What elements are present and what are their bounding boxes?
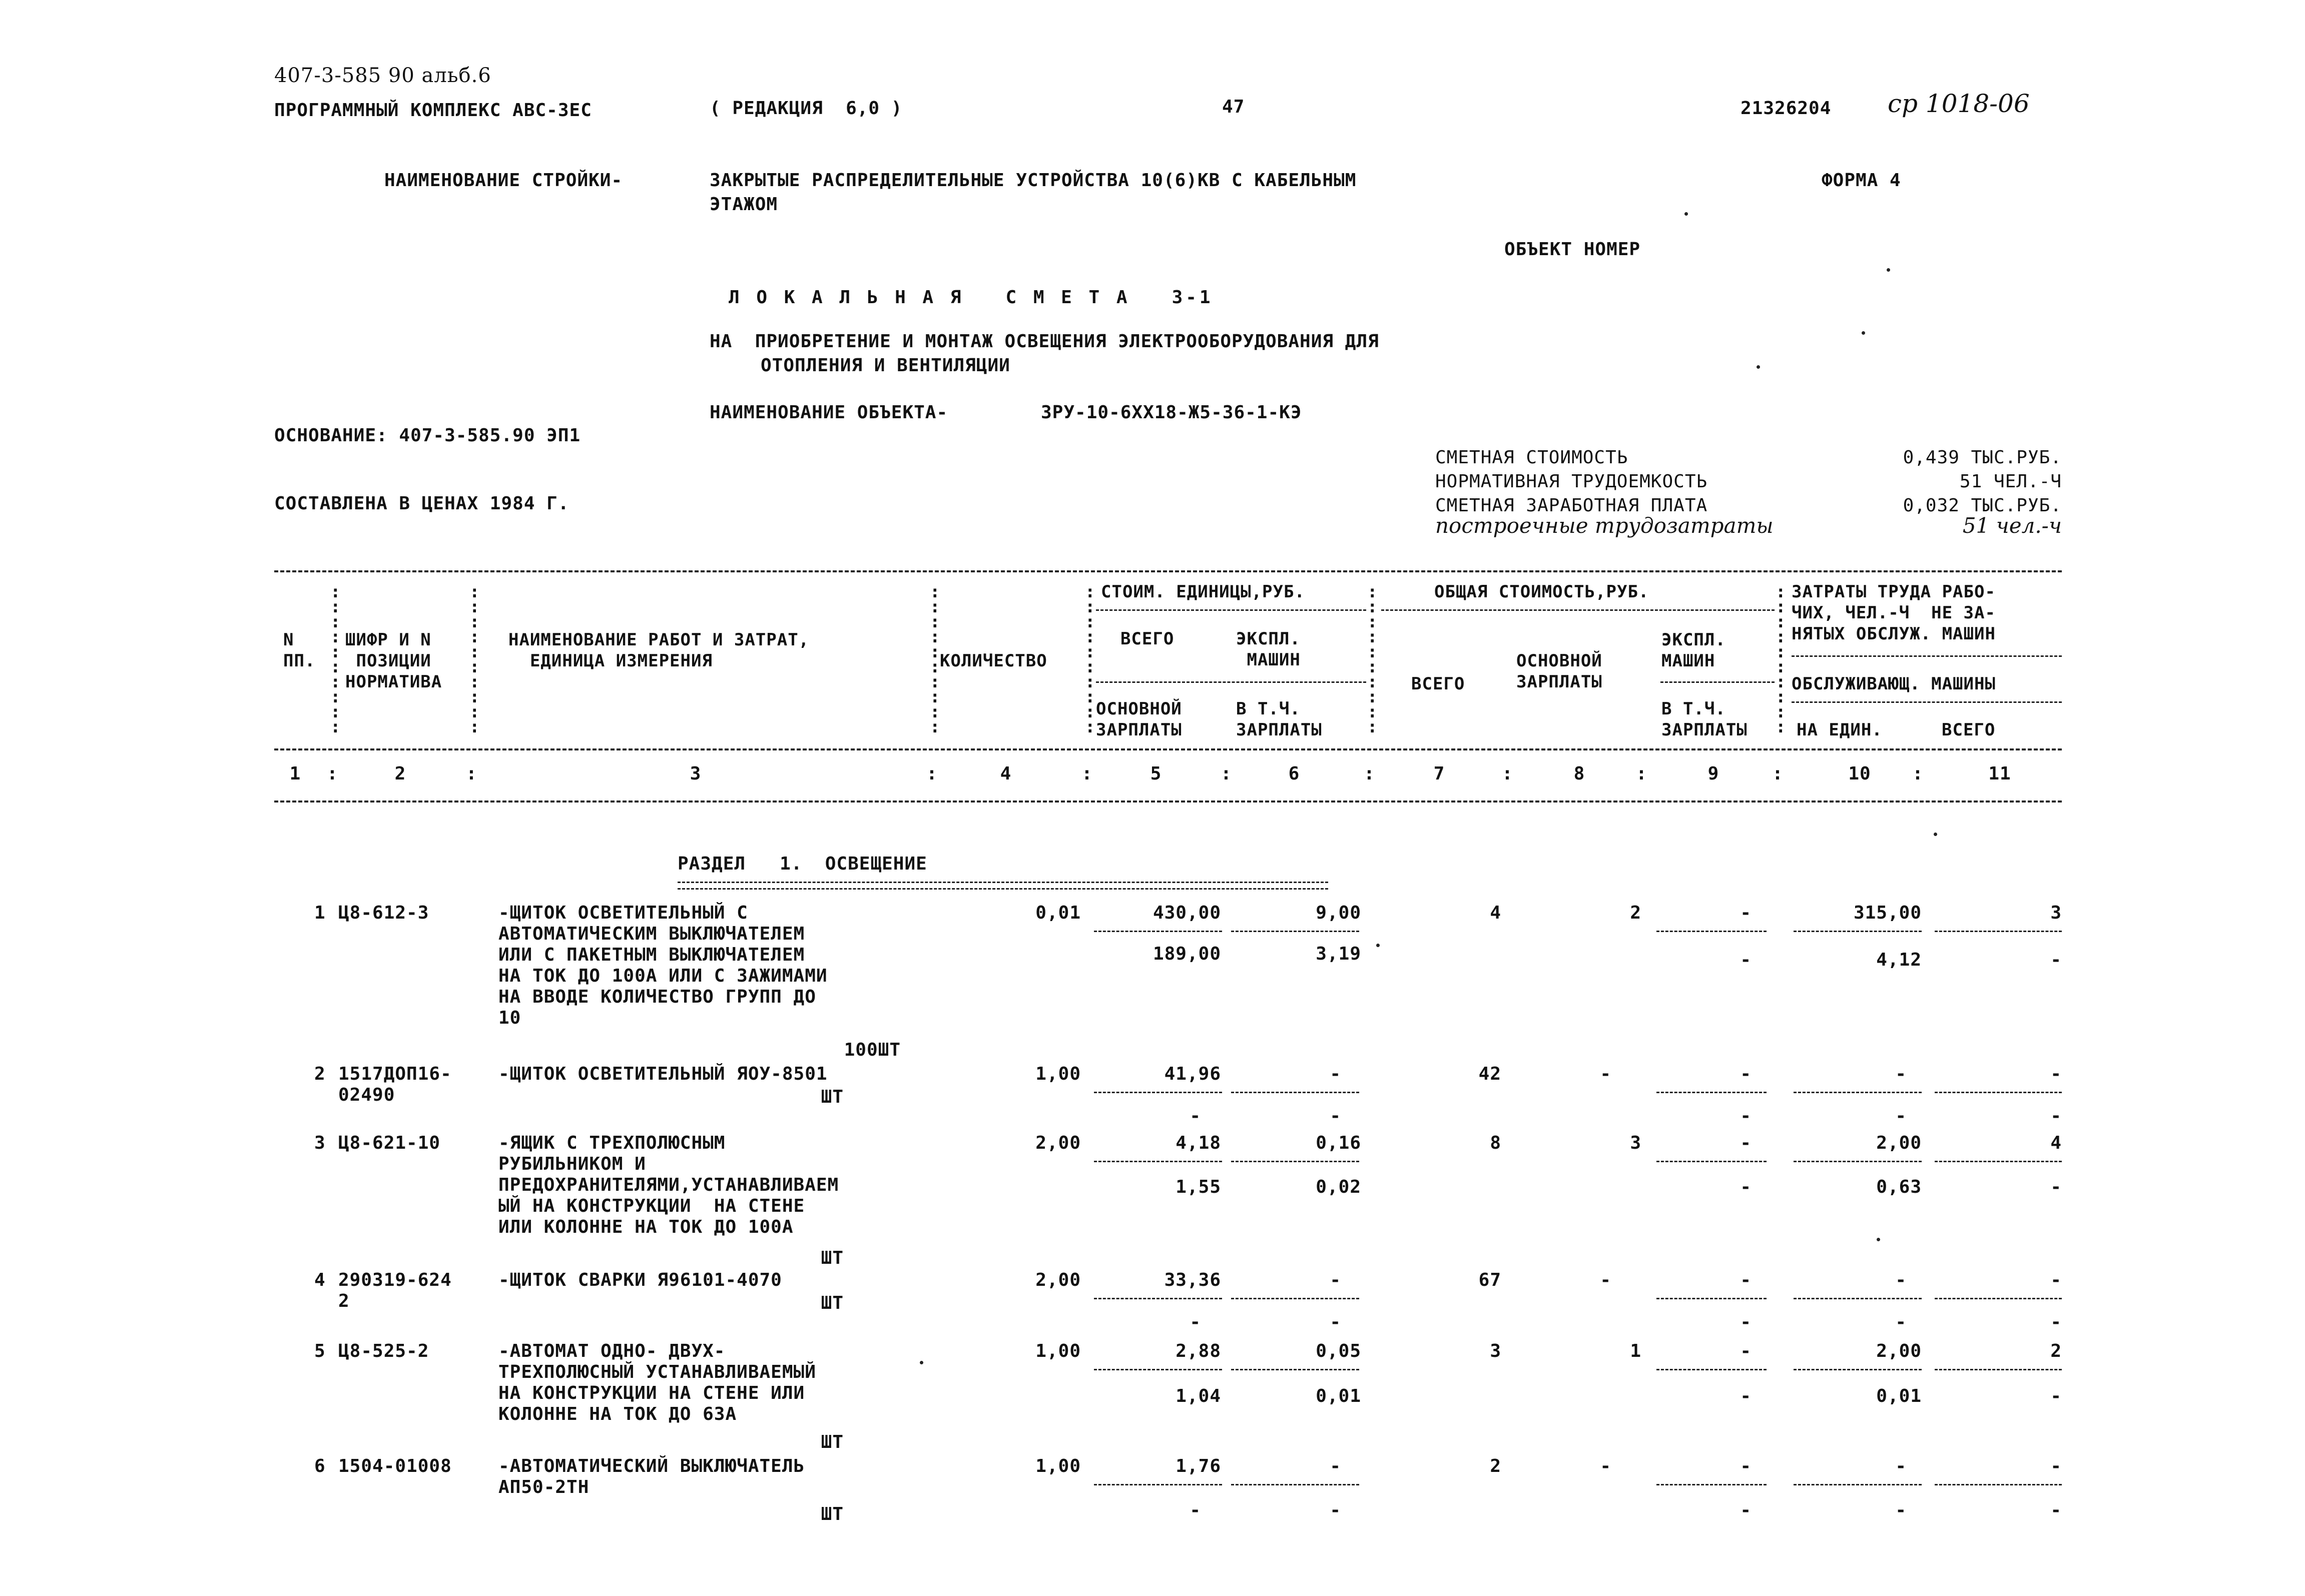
header-total-vsego: ВСЕГО bbox=[1411, 674, 1465, 694]
row-rule bbox=[1656, 1092, 1767, 1093]
row-total-base-pay: 2 bbox=[1630, 903, 1641, 923]
row-unit-incl-pay: 3,19 bbox=[1316, 944, 1361, 964]
summary-label-wage: СМЕТНАЯ ЗАРАБОТНАЯ ПЛАТА bbox=[1435, 495, 1708, 516]
colnum-11: 11 bbox=[1988, 763, 2011, 784]
header-col-sep: : : : : : : : : : : bbox=[1085, 582, 1095, 737]
scan-speck bbox=[920, 1361, 923, 1364]
header-unit-incl-pay: В Т.Ч. ЗАРПЛАТЫ bbox=[1236, 699, 1322, 740]
row-unit-total: 4,18 bbox=[1176, 1133, 1221, 1153]
header-total-incl-pay: В Т.Ч. ЗАРПЛАТЫ bbox=[1661, 699, 1748, 740]
row-unit-base-pay: - bbox=[1190, 1500, 1201, 1520]
row-labor-all: 4 bbox=[2050, 1133, 2062, 1153]
row-labor-per-unit: - bbox=[1895, 1270, 1907, 1290]
header-labor: ЗАТРАТЫ ТРУДА РАБО- ЧИХ, ЧЕЛ.-Ч НЕ ЗА- НЯТЫХ ОБСЛУЖ. МАШИН bbox=[1792, 582, 1996, 644]
row-number: 6 bbox=[314, 1456, 326, 1476]
row-unit: 100ШТ bbox=[844, 1040, 901, 1060]
header-col-sep: : : : : : : : : : : bbox=[930, 582, 940, 737]
row-rule bbox=[1656, 1369, 1767, 1370]
row-unit-base-pay: 1,55 bbox=[1176, 1177, 1221, 1197]
row-serv-per-unit: - bbox=[1895, 1500, 1907, 1520]
colnum-sep: : bbox=[1772, 763, 1783, 784]
colnum-5: 5 bbox=[1150, 763, 1162, 784]
colnum-10: 10 bbox=[1848, 763, 1871, 784]
basis: ОСНОВАНИЕ: 407-3-585.90 ЭП1 bbox=[274, 425, 581, 446]
price-level: СОСТАВЛЕНА В ЦЕНАХ 1984 Г. bbox=[274, 493, 569, 514]
row-code: 1504-01008 bbox=[338, 1456, 452, 1476]
section-underline bbox=[678, 882, 1328, 890]
row-rule bbox=[1231, 1298, 1359, 1299]
row-number: 1 bbox=[314, 903, 326, 923]
row-qty: 1,00 bbox=[1035, 1064, 1081, 1084]
row-total: 42 bbox=[1478, 1064, 1501, 1084]
row-unit-incl-pay: - bbox=[1330, 1500, 1341, 1520]
row-rule bbox=[1794, 1298, 1922, 1299]
header-rule bbox=[1792, 655, 2062, 657]
row-total-expl: - bbox=[1740, 1270, 1752, 1290]
row-serv-per-unit: - bbox=[1895, 1106, 1907, 1126]
row-rule bbox=[1231, 1092, 1359, 1093]
scan-speck bbox=[1934, 833, 1937, 836]
row-unit-expl: - bbox=[1330, 1064, 1341, 1084]
row-serv-all: - bbox=[2050, 1386, 2062, 1406]
header-rule bbox=[1792, 701, 2062, 703]
row-code: Ц8-612-3 bbox=[338, 903, 429, 923]
row-unit-total: 33,36 bbox=[1164, 1270, 1221, 1290]
table-top-rule bbox=[274, 570, 2062, 572]
estimate-subject-line1: НА ПРИОБРЕТЕНИЕ И МОНТАЖ ОСВЕЩЕНИЯ ЭЛЕКТРООБОРУДОВАНИЯ ДЛЯ bbox=[710, 331, 1379, 352]
summary-label-labor: НОРМАТИВНАЯ ТРУДОЕМКОСТЬ bbox=[1435, 471, 1708, 492]
row-unit: ШТ bbox=[821, 1432, 844, 1452]
header-serv: ОБСЛУЖИВАЮЩ. МАШИНЫ bbox=[1792, 674, 1996, 694]
scan-speck bbox=[1757, 365, 1760, 369]
header-col-sep: : : : : : : : : : : bbox=[1776, 582, 1786, 737]
object-label: НАИМЕНОВАНИЕ ОБЪЕКТА- bbox=[710, 402, 948, 423]
row-total: 8 bbox=[1490, 1133, 1501, 1153]
row-rule bbox=[1794, 1161, 1922, 1162]
row-rule bbox=[1935, 1092, 2062, 1093]
row-number: 2 bbox=[314, 1064, 326, 1084]
header-total-cost: ОБЩАЯ СТОИМОСТЬ,РУБ. bbox=[1434, 582, 1649, 602]
scan-speck bbox=[1887, 268, 1890, 272]
colnum-7: 7 bbox=[1433, 763, 1445, 784]
section-title: РАЗДЕЛ 1. ОСВЕЩЕНИЕ bbox=[678, 854, 927, 874]
row-name: -ЩИТОК ОСВЕТИТЕЛЬНЫЙ С АВТОМАТИЧЕСКИМ ВЫКЛЮЧАТЕЛЕМ ИЛИ С ПАКЕТНЫМ ВЫКЛЮЧАТЕЛЕМ НА ТОК ДО 100А ИЛИ С ЗАЖИМАМИ НА ВВОДЕ КОЛИЧЕСТВО ГРУПП ДО 10 bbox=[498, 903, 828, 1028]
row-rule bbox=[1935, 931, 2062, 932]
header-unit-total: ВСЕГО bbox=[1099, 629, 1175, 649]
row-rule bbox=[1935, 1369, 2062, 1370]
row-unit: ШТ bbox=[821, 1087, 844, 1107]
colnum-sep: : bbox=[466, 763, 477, 784]
colnum-bottom-rule bbox=[274, 801, 2062, 803]
row-total-expl: - bbox=[1740, 903, 1752, 923]
row-rule bbox=[1935, 1298, 2062, 1299]
row-rule bbox=[1094, 931, 1222, 932]
row-total-incl-pay: - bbox=[1740, 1500, 1752, 1520]
row-name: -ЩИТОК СВАРКИ Я96101-4070 bbox=[498, 1270, 782, 1290]
header-bottom-rule bbox=[274, 748, 2062, 750]
header-rule bbox=[1660, 681, 1775, 683]
row-code: Ц8-621-10 bbox=[338, 1133, 441, 1153]
header-total-expl: ЭКСПЛ. МАШИН bbox=[1661, 630, 1726, 671]
header-total-base-pay: ОСНОВНОЙ ЗАРПЛАТЫ bbox=[1516, 651, 1602, 692]
row-serv-per-unit: - bbox=[1895, 1312, 1907, 1332]
estimate-subject-line2: ОТОПЛЕНИЯ И ВЕНТИЛЯЦИИ bbox=[761, 355, 1010, 376]
header-rule bbox=[1096, 681, 1366, 683]
header-all: ВСЕГО bbox=[1942, 720, 1996, 740]
form-number: ФОРМА 4 bbox=[1822, 170, 1901, 191]
row-total: 2 bbox=[1490, 1456, 1501, 1476]
row-name: -ЩИТОК ОСВЕТИТЕЛЬНЫЙ ЯОУ-8501 bbox=[498, 1064, 828, 1084]
colnum-3: 3 bbox=[690, 763, 702, 784]
row-unit-expl: 0,16 bbox=[1316, 1133, 1361, 1153]
row-rule bbox=[1656, 1298, 1767, 1299]
header-rule bbox=[1096, 609, 1366, 611]
handwritten-code: ср 1018-06 bbox=[1888, 89, 2030, 118]
edition: ( РЕДАКЦИЯ 6,0 ) bbox=[710, 98, 903, 119]
scan-speck bbox=[1684, 212, 1688, 216]
row-unit-incl-pay: - bbox=[1330, 1312, 1341, 1332]
object-number: ОБЪЕКТ НОМЕР bbox=[1504, 239, 1641, 260]
row-unit-base-pay: - bbox=[1190, 1106, 1201, 1126]
colnum-9: 9 bbox=[1707, 763, 1719, 784]
row-unit-incl-pay: 0,02 bbox=[1316, 1177, 1361, 1197]
header-n: N ПП. bbox=[283, 630, 316, 671]
row-rule bbox=[1094, 1369, 1222, 1370]
colnum-6: 6 bbox=[1288, 763, 1300, 784]
row-rule bbox=[1094, 1484, 1222, 1485]
row-total-incl-pay: - bbox=[1740, 1312, 1752, 1332]
row-name: -АВТОМАТ ОДНО- ДВУХ- ТРЕХПОЛЮСНЫЙ УСТАНАВЛИВАЕМЫЙ НА КОНСТРУКЦИИ НА СТЕНЕ ИЛИ КОЛОННЕ НА ТОК ДО 63А bbox=[498, 1341, 816, 1424]
colnum-1: 1 bbox=[289, 763, 301, 784]
program-name: ПРОГРАММНЫЙ КОМПЛЕКС АВС-ЗЕС bbox=[274, 100, 592, 121]
row-rule bbox=[1656, 931, 1767, 932]
row-qty: 2,00 bbox=[1035, 1270, 1081, 1290]
colnum-sep: : bbox=[1502, 763, 1513, 784]
summary-value-site-labor: 51 чел.-ч bbox=[1962, 513, 2062, 538]
row-labor-all: - bbox=[2050, 1064, 2062, 1084]
row-rule bbox=[1094, 1298, 1222, 1299]
row-name: -ЯЩИК С ТРЕХПОЛЮСНЫМ РУБИЛЬНИКОМ И ПРЕДОХРАНИТЕЛЯМИ,УСТАНАВЛИВАЕМ ЫЙ НА КОНСТРУКЦИИ НА СТЕНЕ ИЛИ КОЛОННЕ НА ТОК ДО 100А bbox=[498, 1133, 839, 1237]
object-name: ЗРУ-10-6ХХ18-Ж5-36-1-КЭ bbox=[1041, 402, 1302, 423]
row-labor-all: 3 bbox=[2050, 903, 2062, 923]
colnum-4: 4 bbox=[1000, 763, 1012, 784]
header-name: НАИМЕНОВАНИЕ РАБОТ И ЗАТРАТ, ЕДИНИЦА ИЗМЕРЕНИЯ bbox=[508, 630, 810, 671]
header-unit-base-pay: ОСНОВНОЙ ЗАРПЛАТЫ bbox=[1096, 699, 1182, 740]
row-rule bbox=[1094, 1092, 1222, 1093]
page-number: 47 bbox=[1222, 97, 1245, 117]
row-code: 1517ДОП16- 02490 bbox=[338, 1064, 452, 1105]
row-unit-incl-pay: 0,01 bbox=[1316, 1386, 1361, 1406]
row-qty: 0,01 bbox=[1035, 903, 1081, 923]
construction-label: НАИМЕНОВАНИЕ СТРОЙКИ- bbox=[384, 170, 623, 191]
row-rule bbox=[1935, 1484, 2062, 1485]
row-labor-all: - bbox=[2050, 1456, 2062, 1476]
row-unit-base-pay: 189,00 bbox=[1152, 944, 1221, 964]
row-unit-base-pay: 1,04 bbox=[1176, 1386, 1221, 1406]
row-total: 67 bbox=[1478, 1270, 1501, 1290]
row-total-incl-pay: - bbox=[1740, 1177, 1752, 1197]
row-rule bbox=[1656, 1484, 1767, 1485]
row-unit-total: 41,96 bbox=[1164, 1064, 1221, 1084]
row-serv-per-unit: 0,63 bbox=[1876, 1177, 1922, 1197]
row-unit-base-pay: - bbox=[1190, 1312, 1201, 1332]
row-total-incl-pay: - bbox=[1740, 1106, 1752, 1126]
row-number: 5 bbox=[314, 1341, 326, 1361]
row-total-expl: - bbox=[1740, 1133, 1752, 1153]
row-total-incl-pay: - bbox=[1740, 1386, 1752, 1406]
row-rule bbox=[1231, 1369, 1359, 1370]
row-total-expl: - bbox=[1740, 1341, 1752, 1361]
row-rule bbox=[1794, 1484, 1922, 1485]
row-code: Ц8-525-2 bbox=[338, 1341, 429, 1361]
scan-speck bbox=[1862, 331, 1865, 335]
summary-value-labor: 51 ЧЕЛ.-Ч bbox=[1959, 471, 2062, 492]
header-col-sep: : : : : : : : : : : bbox=[1367, 582, 1378, 737]
row-labor-per-unit: 315,00 bbox=[1853, 903, 1922, 923]
row-unit: ШТ bbox=[821, 1293, 844, 1313]
row-total-base-pay: - bbox=[1600, 1270, 1611, 1290]
row-total: 3 bbox=[1490, 1341, 1501, 1361]
row-labor-all: - bbox=[2050, 1270, 2062, 1290]
row-labor-per-unit: 2,00 bbox=[1876, 1133, 1922, 1153]
album-reference: 407-3-585 90 альб.6 bbox=[274, 64, 491, 87]
colnum-sep: : bbox=[1221, 763, 1232, 784]
row-rule bbox=[1794, 931, 1922, 932]
row-unit-expl: 0,05 bbox=[1316, 1341, 1361, 1361]
row-labor-per-unit: - bbox=[1895, 1064, 1907, 1084]
summary-label-site-labor: построечные трудозатраты bbox=[1435, 513, 1774, 538]
summary-value-cost: 0,439 ТЫС.РУБ. bbox=[1903, 447, 2062, 468]
row-serv-all: - bbox=[2050, 1312, 2062, 1332]
summary-label-cost: СМЕТНАЯ СТОИМОСТЬ bbox=[1435, 447, 1628, 468]
header-per-unit: НА ЕДИН. bbox=[1797, 720, 1883, 740]
row-total-incl-pay: - bbox=[1740, 950, 1752, 970]
row-number: 3 bbox=[314, 1133, 326, 1153]
row-qty: 2,00 bbox=[1035, 1133, 1081, 1153]
colnum-sep: : bbox=[1636, 763, 1647, 784]
row-total-expl: - bbox=[1740, 1456, 1752, 1476]
header-col-sep: : : : : : : : : : : bbox=[330, 582, 341, 737]
row-unit-incl-pay: - bbox=[1330, 1106, 1341, 1126]
row-rule bbox=[1656, 1161, 1767, 1162]
row-total-expl: - bbox=[1740, 1064, 1752, 1084]
scan-speck bbox=[1877, 1238, 1880, 1241]
row-serv-all: - bbox=[2050, 950, 2062, 970]
row-rule bbox=[1935, 1161, 2062, 1162]
row-rule bbox=[1231, 1484, 1359, 1485]
row-serv-all: - bbox=[2050, 1500, 2062, 1520]
estimate-title: Л О К А Л Ь Н А Я С М Е Т А 3-1 bbox=[729, 287, 1214, 308]
row-serv-per-unit: 4,12 bbox=[1876, 950, 1922, 970]
row-total-base-pay: 3 bbox=[1630, 1133, 1641, 1153]
row-unit: ШТ bbox=[821, 1248, 844, 1268]
row-unit-expl: - bbox=[1330, 1456, 1341, 1476]
colnum-sep: : bbox=[926, 763, 937, 784]
row-total-base-pay: - bbox=[1600, 1064, 1611, 1084]
document-code: 21326204 bbox=[1741, 98, 1832, 119]
row-rule bbox=[1231, 1161, 1359, 1162]
row-labor-per-unit: - bbox=[1895, 1456, 1907, 1476]
construction-name-line2: ЭТАЖОМ bbox=[710, 194, 778, 215]
header-col-sep: : : : : : : : : : : bbox=[469, 582, 480, 737]
row-serv-all: - bbox=[2050, 1106, 2062, 1126]
header-code: ШИФР И N ПОЗИЦИИ НОРМАТИВА bbox=[345, 630, 442, 692]
header-rule bbox=[1381, 609, 1775, 611]
row-unit-expl: 9,00 bbox=[1316, 903, 1361, 923]
row-rule bbox=[1094, 1161, 1222, 1162]
summary-value-wage: 0,032 ТЫС.РУБ. bbox=[1903, 495, 2062, 516]
row-unit-total: 430,00 bbox=[1152, 903, 1221, 923]
row-qty: 1,00 bbox=[1035, 1341, 1081, 1361]
row-labor-per-unit: 2,00 bbox=[1876, 1341, 1922, 1361]
row-unit-total: 2,88 bbox=[1176, 1341, 1221, 1361]
colnum-sep: : bbox=[327, 763, 338, 784]
row-unit-expl: - bbox=[1330, 1270, 1341, 1290]
row-serv-per-unit: 0,01 bbox=[1876, 1386, 1922, 1406]
header-unit-cost: СТОИМ. ЕДИНИЦЫ,РУБ. bbox=[1101, 582, 1305, 602]
colnum-8: 8 bbox=[1573, 763, 1585, 784]
row-rule bbox=[1794, 1092, 1922, 1093]
row-rule bbox=[1231, 931, 1359, 932]
row-unit: ШТ bbox=[821, 1504, 844, 1524]
colnum-sep: : bbox=[1364, 763, 1375, 784]
row-unit-total: 1,76 bbox=[1176, 1456, 1221, 1476]
header-qty: КОЛИЧЕСТВО bbox=[940, 651, 1047, 671]
row-labor-all: 2 bbox=[2050, 1341, 2062, 1361]
scan-speck bbox=[1376, 944, 1380, 947]
row-total-base-pay: - bbox=[1600, 1456, 1611, 1476]
row-number: 4 bbox=[314, 1270, 326, 1290]
row-total-base-pay: 1 bbox=[1630, 1341, 1641, 1361]
colnum-sep: : bbox=[1912, 763, 1923, 784]
row-qty: 1,00 bbox=[1035, 1456, 1081, 1476]
row-code: 290319-624 2 bbox=[338, 1270, 452, 1311]
row-serv-all: - bbox=[2050, 1177, 2062, 1197]
row-total: 4 bbox=[1490, 903, 1501, 923]
construction-name-line1: ЗАКРЫТЫЕ РАСПРЕДЕЛИТЕЛЬНЫЕ УСТРОЙСТВА 10(6)КВ С КАБЕЛЬНЫМ bbox=[710, 170, 1357, 191]
colnum-2: 2 bbox=[394, 763, 406, 784]
header-unit-expl: ЭКСПЛ. МАШИН bbox=[1236, 629, 1301, 670]
colnum-sep: : bbox=[1081, 763, 1092, 784]
row-rule bbox=[1794, 1369, 1922, 1370]
row-name: -АВТОМАТИЧЕСКИЙ ВЫКЛЮЧАТЕЛЬ АП50-2ТН bbox=[498, 1456, 805, 1497]
